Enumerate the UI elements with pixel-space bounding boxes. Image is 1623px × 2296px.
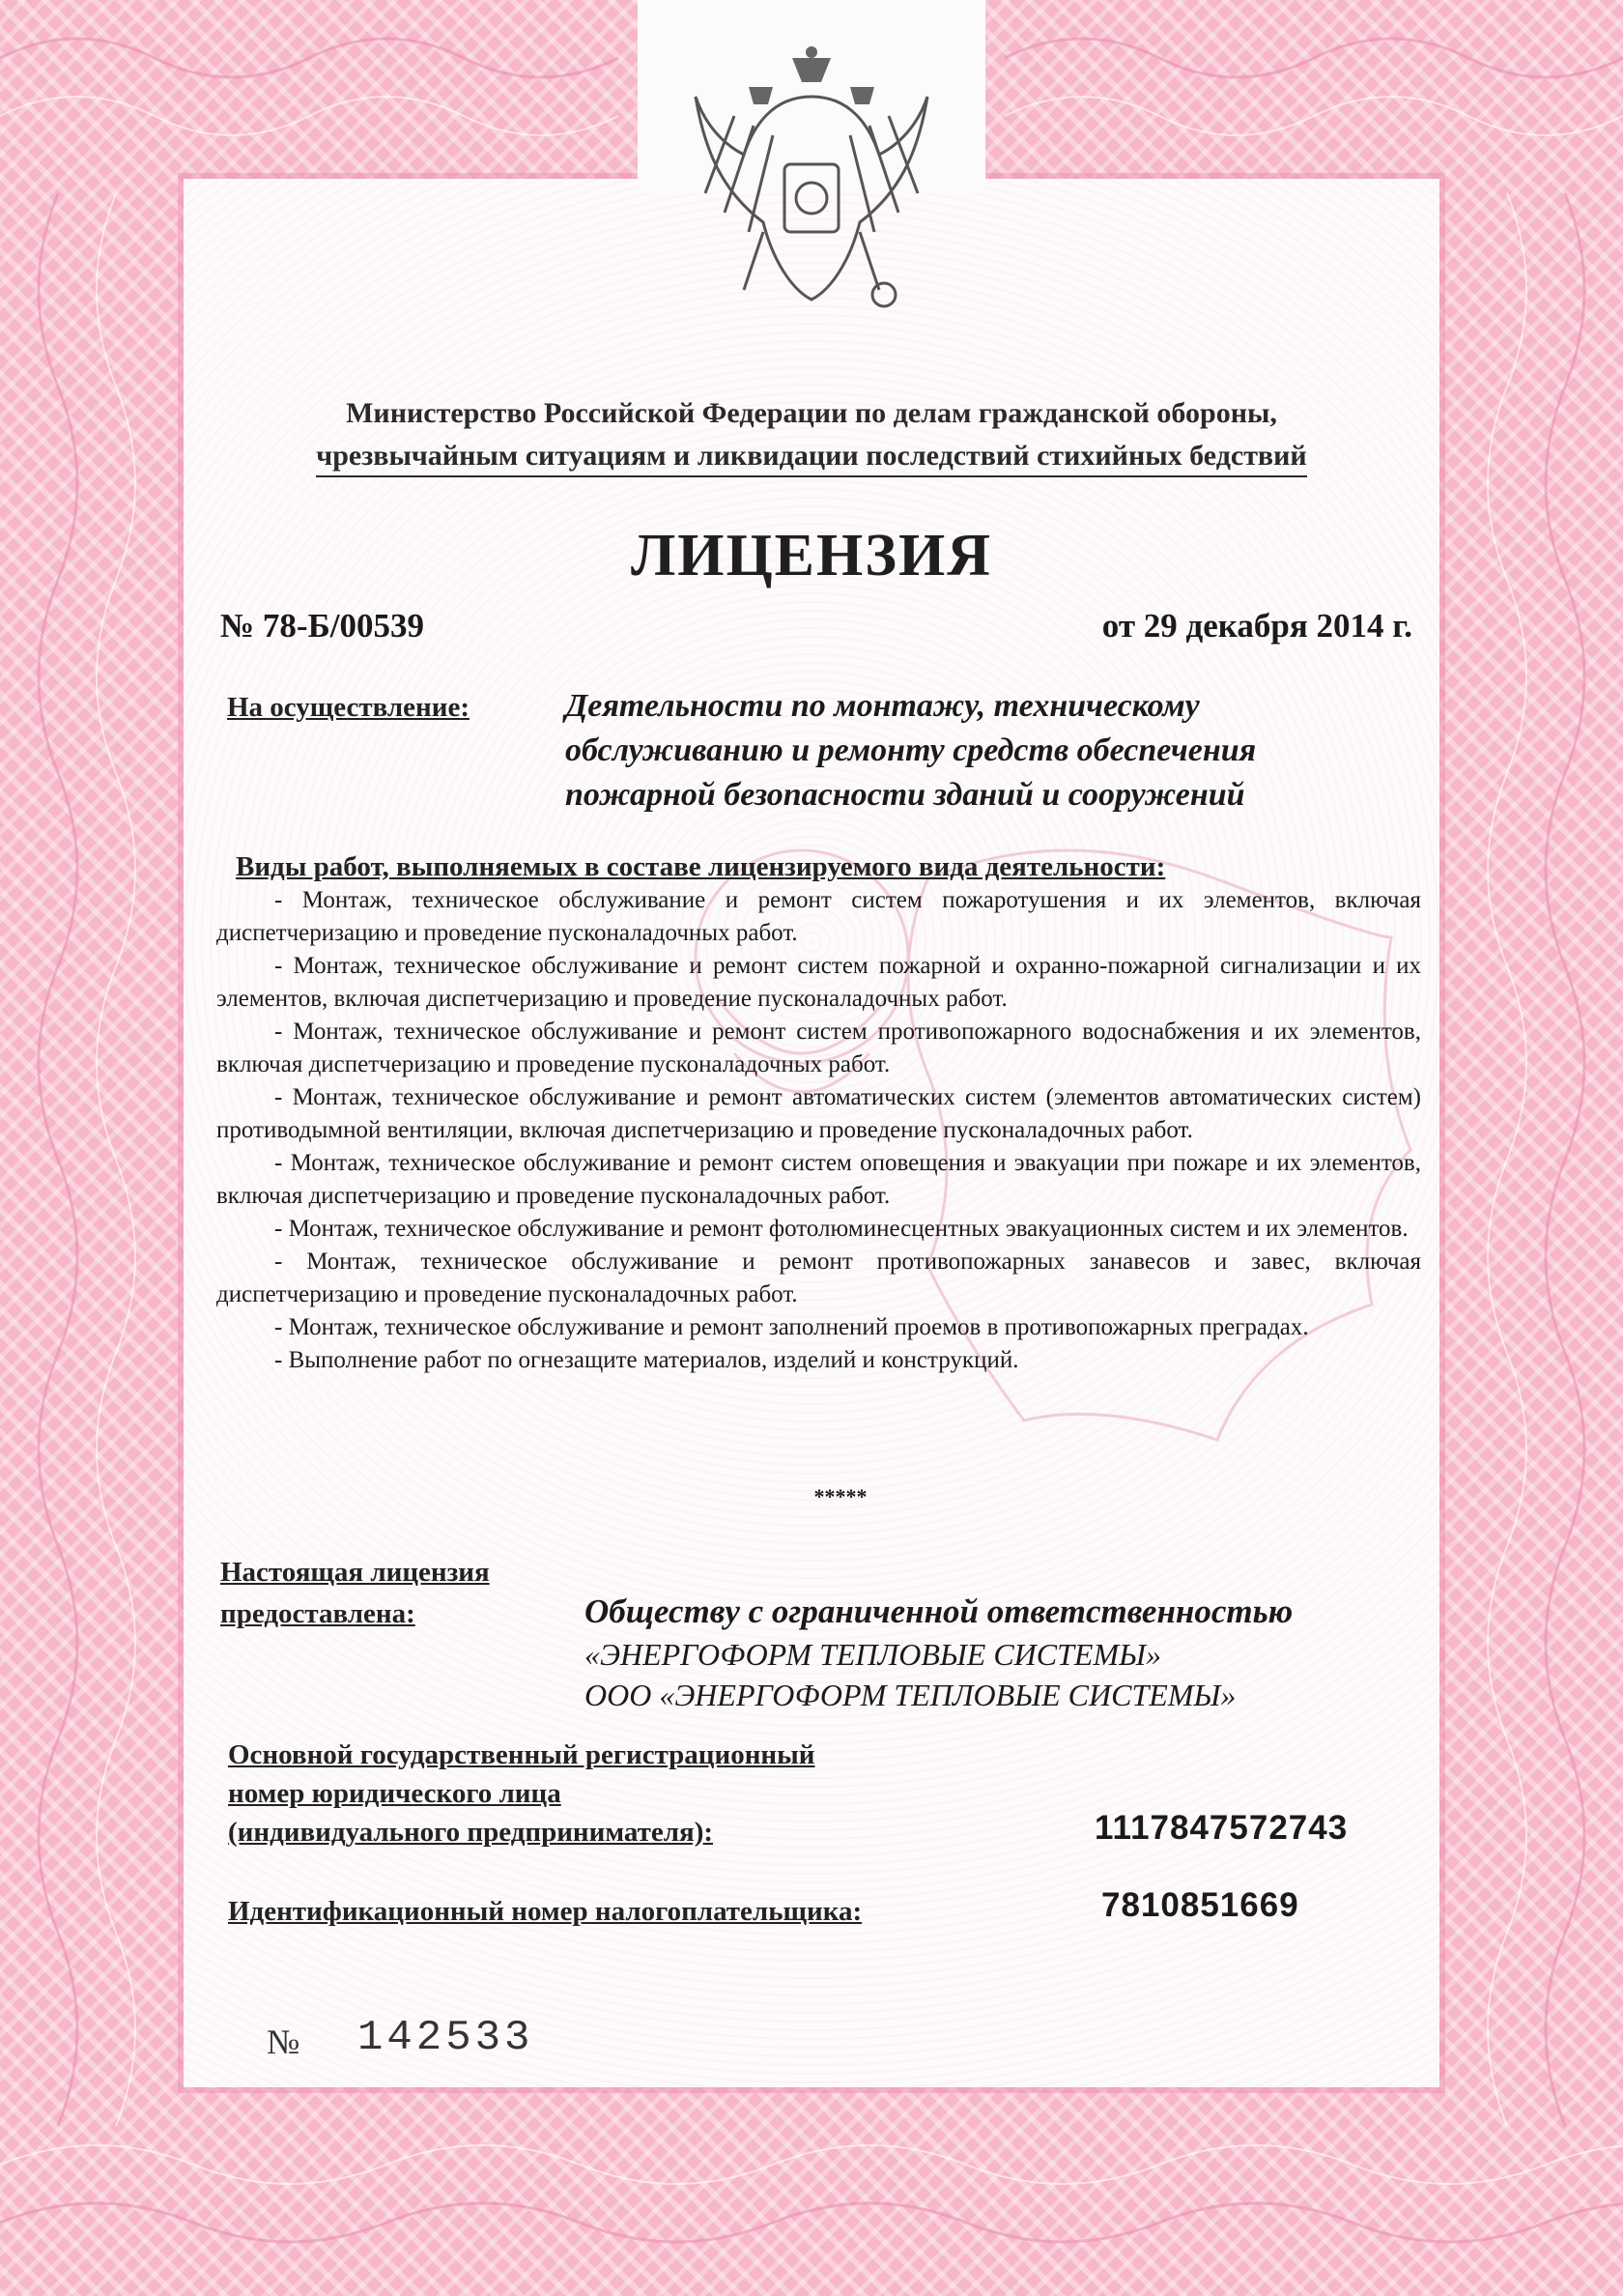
grantee-label-line-1: Настоящая лицензия — [220, 1557, 490, 1588]
works-item: - Монтаж, техническое обслуживание и ремонт фотолюминесцентных эвакуационных систем и их элементов. — [274, 1216, 1409, 1242]
works-item: - Монтаж, техническое обслуживание и ремонт систем противопожарного водоснабжения и их элементов, включая диспетчеризацию и проведение пусконаладочных работ. — [216, 1019, 1421, 1077]
grantee-org-quoted: «ЭНЕРГОФОРМ ТЕПЛОВЫЕ СИСТЕМЫ» — [584, 1637, 1162, 1672]
works-list — [216, 884, 1421, 1377]
works-item: - Монтаж, техническое обслуживание и ремонт заполнений проемов в противопожарных преградах. — [274, 1314, 1309, 1340]
works-item: - Монтаж, техническое обслуживание и ремонт систем пожаротушения и их элементов, включая диспетчеризацию и проведение пусконаладочных работ. — [216, 887, 1421, 946]
ogrn-value: 1117847572743 — [1095, 1809, 1349, 1847]
works-item: - Монтаж, техническое обслуживание и ремонт систем оповещения и эвакуации при пожаре и их элементов, включая диспетчеризацию и проведение пусконаладочных работ. — [216, 1150, 1421, 1209]
license-number: № 78-Б/00539 — [220, 607, 424, 645]
blank-number-sign: № — [267, 2023, 300, 2061]
works-item: - Выполнение работ по огнезащите материалов, изделий и конструкций. — [274, 1347, 1019, 1373]
blank-serial-number: 142533 — [357, 2014, 534, 2062]
works-item: - Монтаж, техническое обслуживание и ремонт противопожарных занавесов и завес, включая диспетчеризацию и проведение пусконаладочных работ. — [216, 1248, 1421, 1307]
grantee-organization — [584, 1590, 1435, 1715]
ministry-line-1: Министерство Российской Федерации по делам гражданской обороны, — [346, 397, 1277, 429]
ogrn-label-line-3: (индивидуального предпринимателя): — [228, 1817, 714, 1848]
inn-value: 7810851669 — [1101, 1886, 1299, 1924]
works-title: Виды работ, выполняемых в составе лицензируемого вида деятельности: — [236, 851, 1166, 882]
works-item: - Монтаж, техническое обслуживание и ремонт систем пожарной и охранно-пожарной сигнализации и их элементов, включая диспетчеризацию и проведение пусконаладочных работ. — [216, 953, 1421, 1012]
works-item: - Монтаж, техническое обслуживание и ремонт автоматических систем (элементов автоматических систем) противодымной вентиляции, включая диспетчеризацию и проведение пусконаладочных работ. — [216, 1084, 1421, 1143]
grantee-label-line-2: предоставлена: — [220, 1598, 415, 1629]
works-separator: ***** — [813, 1484, 868, 1508]
inn-label: Идентификационный номер налогоплательщика: — [228, 1896, 863, 1927]
document-title: ЛИЦЕНЗИЯ — [631, 523, 992, 588]
ogrn-label-line-1: Основной государственный регистрационный — [228, 1739, 815, 1770]
coat-of-arms-emblem-icon — [676, 39, 947, 329]
ogrn-label-line-2: номер юридического лица — [228, 1778, 561, 1809]
grantee-org-short: ООО «ЭНЕРГОФОРМ ТЕПЛОВЫЕ СИСТЕМЫ» — [584, 1678, 1237, 1712]
license-date: от 29 декабря 2014 г. — [1101, 607, 1412, 645]
grantee-org-full: Обществу с ограниченной ответственностью — [584, 1593, 1294, 1630]
activity-description: Деятельности по монтажу, техническому обслуживанию и ремонту средств обеспечения пожарной безопасности зданий и сооружений — [565, 688, 1257, 813]
activity-label: На осуществление: — [227, 692, 470, 723]
ministry-line-2: чрезвычайным ситуациям и ликвидации последствий стихийных бедствий — [316, 437, 1306, 477]
ministry-header — [222, 392, 1401, 477]
ogrn-label — [228, 1736, 815, 1851]
